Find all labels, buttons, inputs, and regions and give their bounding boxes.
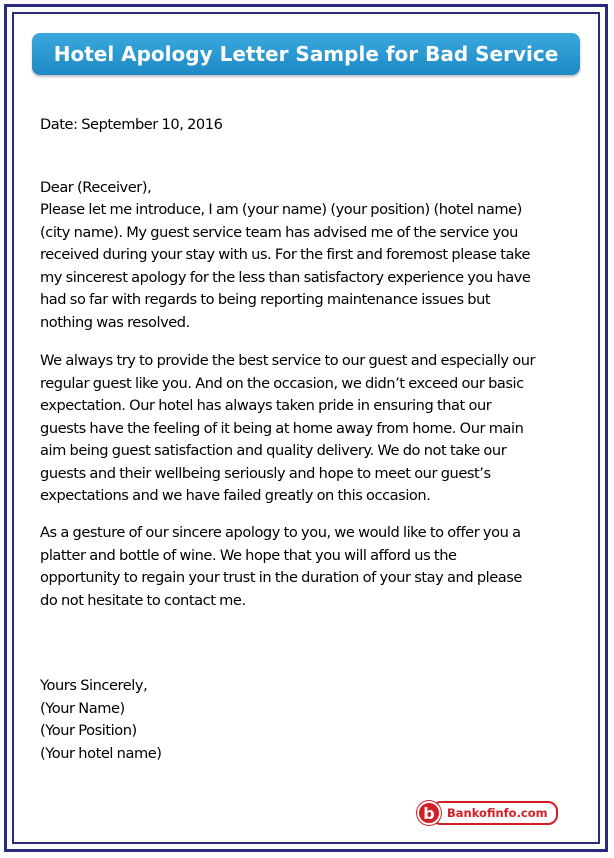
letter-date: Date: September 10, 2016 <box>40 116 223 133</box>
paragraph-service <box>40 350 582 508</box>
paragraph-line: guests have the feeling of it being at home away from home. Our main <box>40 419 524 437</box>
closing-line: Yours Sincerely, <box>40 677 148 694</box>
paragraph-introduction <box>40 199 582 334</box>
paragraph-line: regular guest like you. And on the occasion, we didn’t exceed our basic <box>40 374 524 392</box>
paragraph-line: Please let me introduce, I am (your name) (your position) (hotel name) <box>40 201 522 218</box>
watermark-text: Bankofinfo.com <box>447 806 548 820</box>
paragraph-gesture <box>40 522 582 612</box>
salutation: Dear (Receiver), <box>40 179 152 196</box>
paragraph-line: expectations and we have failed greatly on this occasion. <box>40 487 431 504</box>
page-title: Hotel Apology Letter Sample for Bad Service <box>53 42 559 66</box>
signer-name: (Your Name) <box>40 699 125 717</box>
signer-position: (Your Position) <box>40 722 137 739</box>
title-banner <box>32 33 580 75</box>
signature-block <box>40 675 582 765</box>
paragraph-line: do not hesitate to contact me. <box>40 591 246 609</box>
paragraph-line: We always try to provide the best service to our guest and especially our <box>40 352 536 369</box>
paragraph-line: expectation. Our hotel has always taken pride in ensuring that our <box>40 397 492 414</box>
logo-b-icon: b <box>417 801 441 825</box>
watermark-pill <box>431 801 558 825</box>
paragraph-line: my sincerest apology for the less than satisfactory experience you have <box>40 268 531 286</box>
paragraph-line: received during your stay with us. For the first and foremost please take <box>40 246 530 263</box>
paragraph-line: platter and bottle of wine. We hope that you will afford us the <box>40 546 457 564</box>
paragraph-line: had so far with regards to being reporting maintenance issues but <box>40 291 491 308</box>
paragraph-line: (city name). My guest service team has advised me of the service you <box>40 223 518 241</box>
signer-hotel: (Your hotel name) <box>40 744 162 762</box>
paragraph-line: opportunity to regain your trust in the duration of your stay and please <box>40 569 522 586</box>
watermark-logo <box>417 799 579 827</box>
paragraph-line: nothing was resolved. <box>40 313 190 331</box>
paragraph-line: aim being guest satisfaction and quality delivery. We do not take our <box>40 442 507 459</box>
paragraph-line: As a gesture of our sincere apology to you, we would like to offer you a <box>40 524 521 541</box>
paragraph-line: guests and their wellbeing seriously and hope to meet our guest’s <box>40 464 491 482</box>
